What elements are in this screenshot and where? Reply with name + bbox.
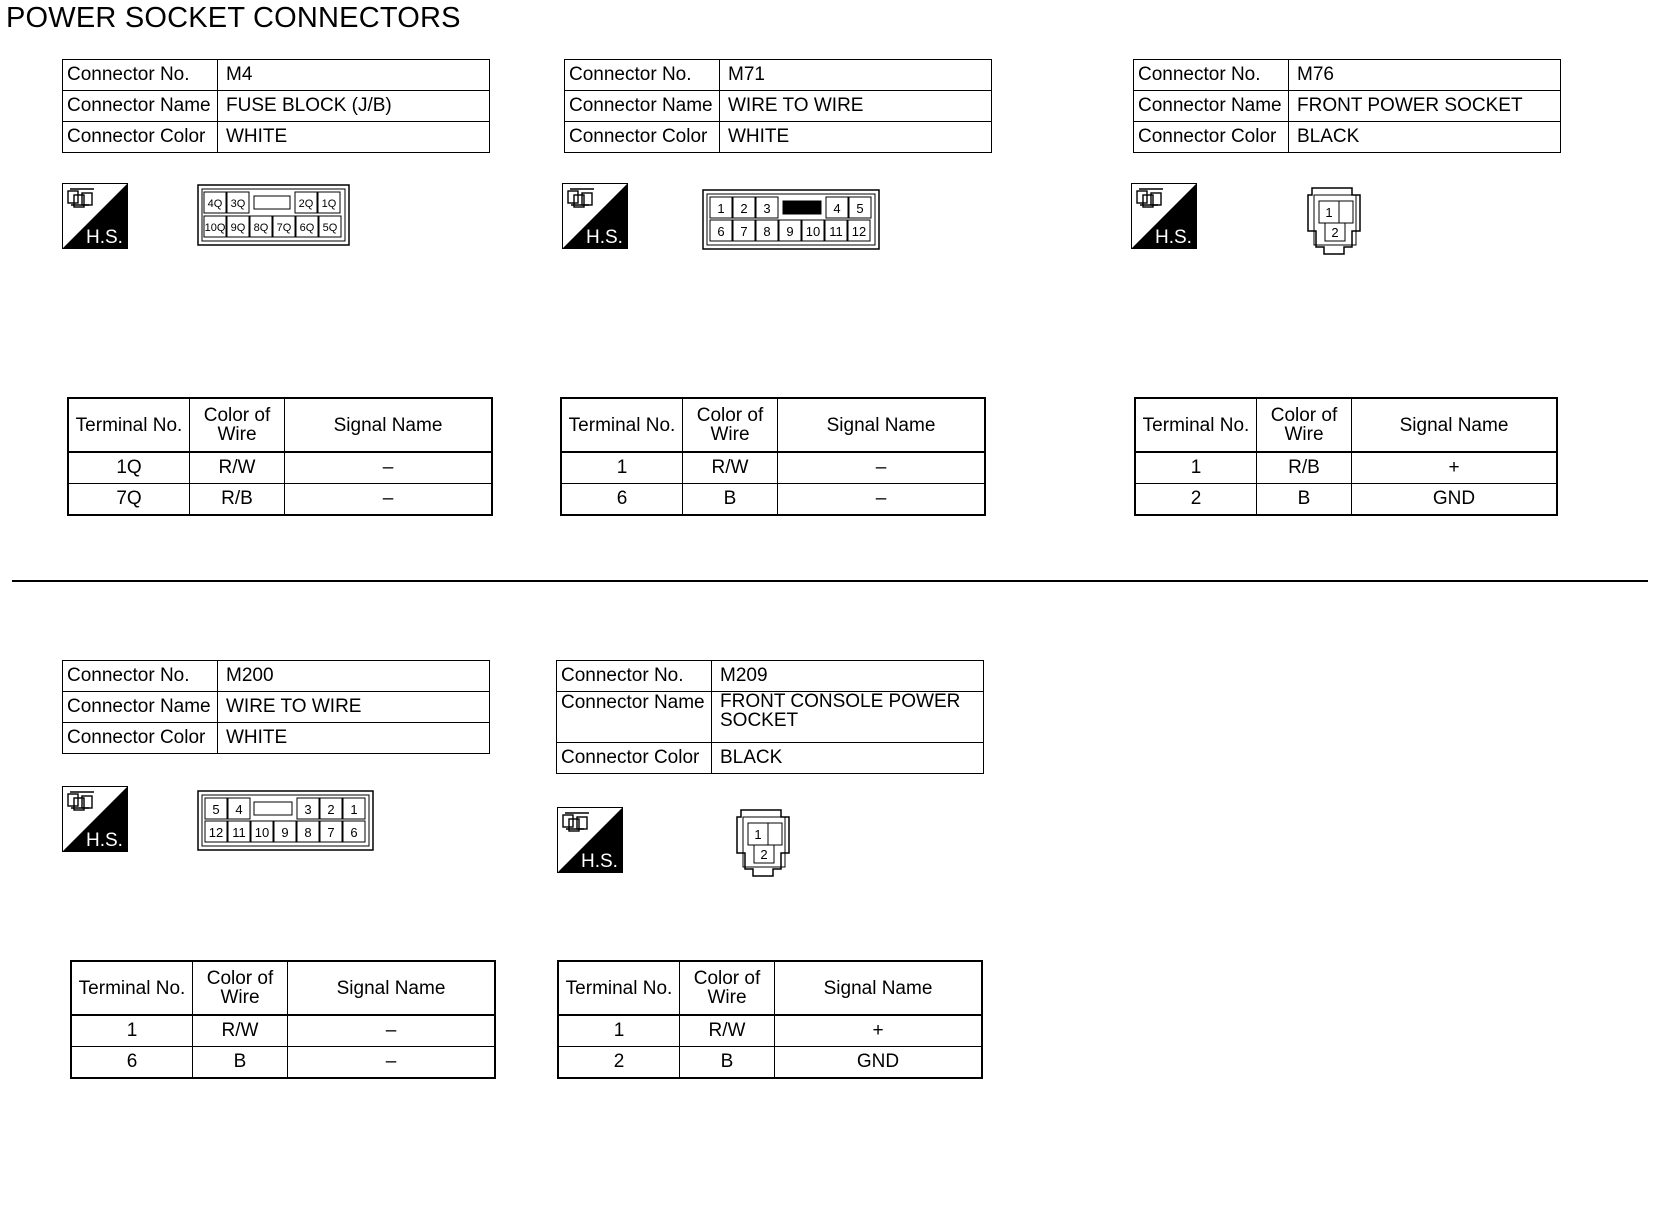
terminal-no: 6 bbox=[71, 1047, 193, 1079]
pin-label: 8 bbox=[304, 825, 312, 840]
pin-label: 9Q bbox=[230, 222, 246, 234]
pin-label: 3 bbox=[304, 802, 312, 817]
terminal-no: 6 bbox=[561, 484, 683, 516]
pin-label: 1Q bbox=[321, 198, 337, 210]
table-row bbox=[1135, 452, 1557, 484]
terminal-no: 1 bbox=[558, 1015, 680, 1047]
wire-color-header: Color of Wire bbox=[1257, 398, 1352, 452]
connector-no-label: Connector No. bbox=[63, 661, 218, 692]
signal-name: – bbox=[285, 484, 493, 516]
page-title: POWER SOCKET CONNECTORS bbox=[6, 2, 461, 34]
connector-face-m76 bbox=[1302, 187, 1366, 255]
connector-no-value: M71 bbox=[720, 60, 992, 91]
table-row bbox=[68, 452, 492, 484]
wire-color-header: Color of Wire bbox=[193, 961, 288, 1015]
pin-label: 9 bbox=[786, 224, 794, 239]
connector-color-label: Connector Color bbox=[63, 122, 218, 153]
connector-color-value: WHITE bbox=[218, 122, 490, 153]
connector-name-label: Connector Name bbox=[1134, 91, 1289, 122]
pin-label: 1 bbox=[1325, 205, 1333, 220]
connector-no-value: M4 bbox=[218, 60, 490, 91]
connector-name-label: Connector Name bbox=[63, 91, 218, 122]
pin-label: 2 bbox=[740, 201, 748, 216]
terminal-table-m76 bbox=[1134, 397, 1558, 516]
terminal-table-m71 bbox=[560, 397, 986, 516]
terminal-no: 1 bbox=[561, 452, 683, 484]
harness-side-icon bbox=[62, 786, 128, 852]
harness-side-icon bbox=[562, 183, 628, 249]
connector-no-value: M209 bbox=[712, 661, 984, 692]
terminal-no: 7Q bbox=[68, 484, 190, 516]
harness-side-icon bbox=[557, 807, 623, 873]
signal-name: – bbox=[285, 452, 493, 484]
pin-label: 4 bbox=[833, 201, 841, 216]
pin-label: 10 bbox=[805, 224, 821, 239]
pin-label: 12 bbox=[851, 224, 867, 239]
connector-name-value: WIRE TO WIRE bbox=[720, 91, 992, 122]
connector-color-value: WHITE bbox=[218, 723, 490, 754]
table-row bbox=[71, 1047, 495, 1079]
terminal-no-header: Terminal No. bbox=[71, 961, 193, 1015]
signal-name: GND bbox=[775, 1047, 983, 1079]
pin-label: 1 bbox=[754, 827, 762, 842]
wire-color-header: Color of Wire bbox=[683, 398, 778, 452]
pin-label: 10Q bbox=[204, 222, 226, 234]
pin-label: 2 bbox=[1331, 225, 1339, 240]
signal-name: – bbox=[288, 1047, 496, 1079]
pin-label: 5 bbox=[856, 201, 864, 216]
pin-label: 8Q bbox=[253, 222, 269, 234]
connector-face-m209 bbox=[731, 809, 795, 877]
harness-side-icon bbox=[62, 183, 128, 249]
connector-name-value: FUSE BLOCK (J/B) bbox=[218, 91, 490, 122]
hs-label: H.S. bbox=[86, 830, 123, 851]
signal-name-header: Signal Name bbox=[285, 398, 493, 452]
hs-label: H.S. bbox=[1155, 227, 1192, 248]
connector-no-label: Connector No. bbox=[557, 661, 712, 692]
pin-label: 7Q bbox=[276, 222, 292, 234]
connector-color-label: Connector Color bbox=[557, 743, 712, 774]
signal-name-header: Signal Name bbox=[775, 961, 983, 1015]
pin-label: 4 bbox=[235, 802, 243, 817]
signal-name: – bbox=[778, 452, 986, 484]
terminal-no-header: Terminal No. bbox=[561, 398, 683, 452]
signal-name: GND bbox=[1352, 484, 1558, 516]
pin-label: 9 bbox=[281, 825, 289, 840]
wire-color: R/W bbox=[190, 452, 285, 484]
wire-color: R/W bbox=[680, 1015, 775, 1047]
connector-name-label: Connector Name bbox=[565, 91, 720, 122]
table-row bbox=[561, 452, 985, 484]
signal-name: + bbox=[1352, 452, 1558, 484]
connector-color-label: Connector Color bbox=[63, 723, 218, 754]
connector-face-m4 bbox=[197, 184, 350, 246]
table-row bbox=[558, 1047, 982, 1079]
wire-color-header: Color of Wire bbox=[680, 961, 775, 1015]
connector-name-label: Connector Name bbox=[63, 692, 218, 723]
pin-label: 1 bbox=[717, 201, 725, 216]
pin-label: 5Q bbox=[322, 222, 338, 234]
signal-name-header: Signal Name bbox=[778, 398, 986, 452]
pin-label: 2Q bbox=[298, 198, 314, 210]
table-row bbox=[558, 1015, 982, 1047]
connector-info-m200 bbox=[62, 660, 490, 754]
signal-name: – bbox=[778, 484, 986, 516]
pin-label: 6Q bbox=[299, 222, 315, 234]
terminal-table-m200 bbox=[70, 960, 496, 1079]
signal-name: – bbox=[288, 1015, 496, 1047]
wire-color: R/W bbox=[683, 452, 778, 484]
connector-info-m71 bbox=[564, 59, 992, 153]
connector-info-m4 bbox=[62, 59, 490, 153]
pin-label: 2 bbox=[327, 802, 335, 817]
wire-color: B bbox=[680, 1047, 775, 1079]
connector-name-value: WIRE TO WIRE bbox=[218, 692, 490, 723]
section-divider bbox=[12, 580, 1648, 582]
pin-label: 2 bbox=[760, 847, 768, 862]
pin-label: 3 bbox=[763, 201, 771, 216]
table-row bbox=[71, 1015, 495, 1047]
wire-color: B bbox=[683, 484, 778, 516]
connector-color-label: Connector Color bbox=[565, 122, 720, 153]
pin-label: 5 bbox=[212, 802, 220, 817]
terminal-table-m4 bbox=[67, 397, 493, 516]
pin-label: 1 bbox=[350, 802, 358, 817]
connector-color-value: WHITE bbox=[720, 122, 992, 153]
connector-name-value: FRONT CONSOLE POWER SOCKET bbox=[712, 692, 984, 743]
connector-color-value: BLACK bbox=[1289, 122, 1561, 153]
pin-label: 11 bbox=[232, 825, 246, 840]
pin-label: 3Q bbox=[230, 198, 246, 210]
hs-label: H.S. bbox=[581, 851, 618, 872]
connector-name-label: Connector Name bbox=[557, 692, 712, 743]
table-row bbox=[68, 484, 492, 516]
pin-label: 8 bbox=[763, 224, 771, 239]
pin-label: 7 bbox=[740, 224, 748, 239]
terminal-no: 1 bbox=[1135, 452, 1257, 484]
pin-label: 11 bbox=[829, 224, 843, 239]
connector-face-m200 bbox=[197, 790, 374, 851]
hs-label: H.S. bbox=[86, 227, 123, 248]
connector-no-label: Connector No. bbox=[63, 60, 218, 91]
signal-name: + bbox=[775, 1015, 983, 1047]
terminal-no-header: Terminal No. bbox=[68, 398, 190, 452]
pin-label: 4Q bbox=[207, 198, 223, 210]
connector-color-label: Connector Color bbox=[1134, 122, 1289, 153]
connector-info-m209 bbox=[556, 660, 984, 774]
wire-color: B bbox=[1257, 484, 1352, 516]
pin-label: 7 bbox=[327, 825, 335, 840]
terminal-no: 2 bbox=[1135, 484, 1257, 516]
signal-name-header: Signal Name bbox=[288, 961, 496, 1015]
hs-label: H.S. bbox=[586, 227, 623, 248]
terminal-no-header: Terminal No. bbox=[1135, 398, 1257, 452]
wire-color-header: Color of Wire bbox=[190, 398, 285, 452]
harness-side-icon bbox=[1131, 183, 1197, 249]
terminal-no: 2 bbox=[558, 1047, 680, 1079]
terminal-no: 1 bbox=[71, 1015, 193, 1047]
connector-no-value: M200 bbox=[218, 661, 490, 692]
connector-no-label: Connector No. bbox=[1134, 60, 1289, 91]
pin-label: 10 bbox=[254, 825, 270, 840]
terminal-no: 1Q bbox=[68, 452, 190, 484]
terminal-no-header: Terminal No. bbox=[558, 961, 680, 1015]
wire-color: R/B bbox=[190, 484, 285, 516]
pin-label: 12 bbox=[208, 825, 224, 840]
wire-color: R/B bbox=[1257, 452, 1352, 484]
table-row bbox=[561, 484, 985, 516]
wire-color: R/W bbox=[193, 1015, 288, 1047]
connector-no-label: Connector No. bbox=[565, 60, 720, 91]
connector-lock-tab bbox=[783, 201, 821, 214]
connector-face-m71 bbox=[702, 189, 880, 250]
connector-no-value: M76 bbox=[1289, 60, 1561, 91]
pin-label: 6 bbox=[717, 224, 725, 239]
pin-label: 6 bbox=[350, 825, 358, 840]
connector-info-m76 bbox=[1133, 59, 1561, 153]
connector-color-value: BLACK bbox=[712, 743, 984, 774]
wire-color: B bbox=[193, 1047, 288, 1079]
table-row bbox=[1135, 484, 1557, 516]
terminal-table-m209 bbox=[557, 960, 983, 1079]
signal-name-header: Signal Name bbox=[1352, 398, 1558, 452]
connector-name-value: FRONT POWER SOCKET bbox=[1289, 91, 1561, 122]
